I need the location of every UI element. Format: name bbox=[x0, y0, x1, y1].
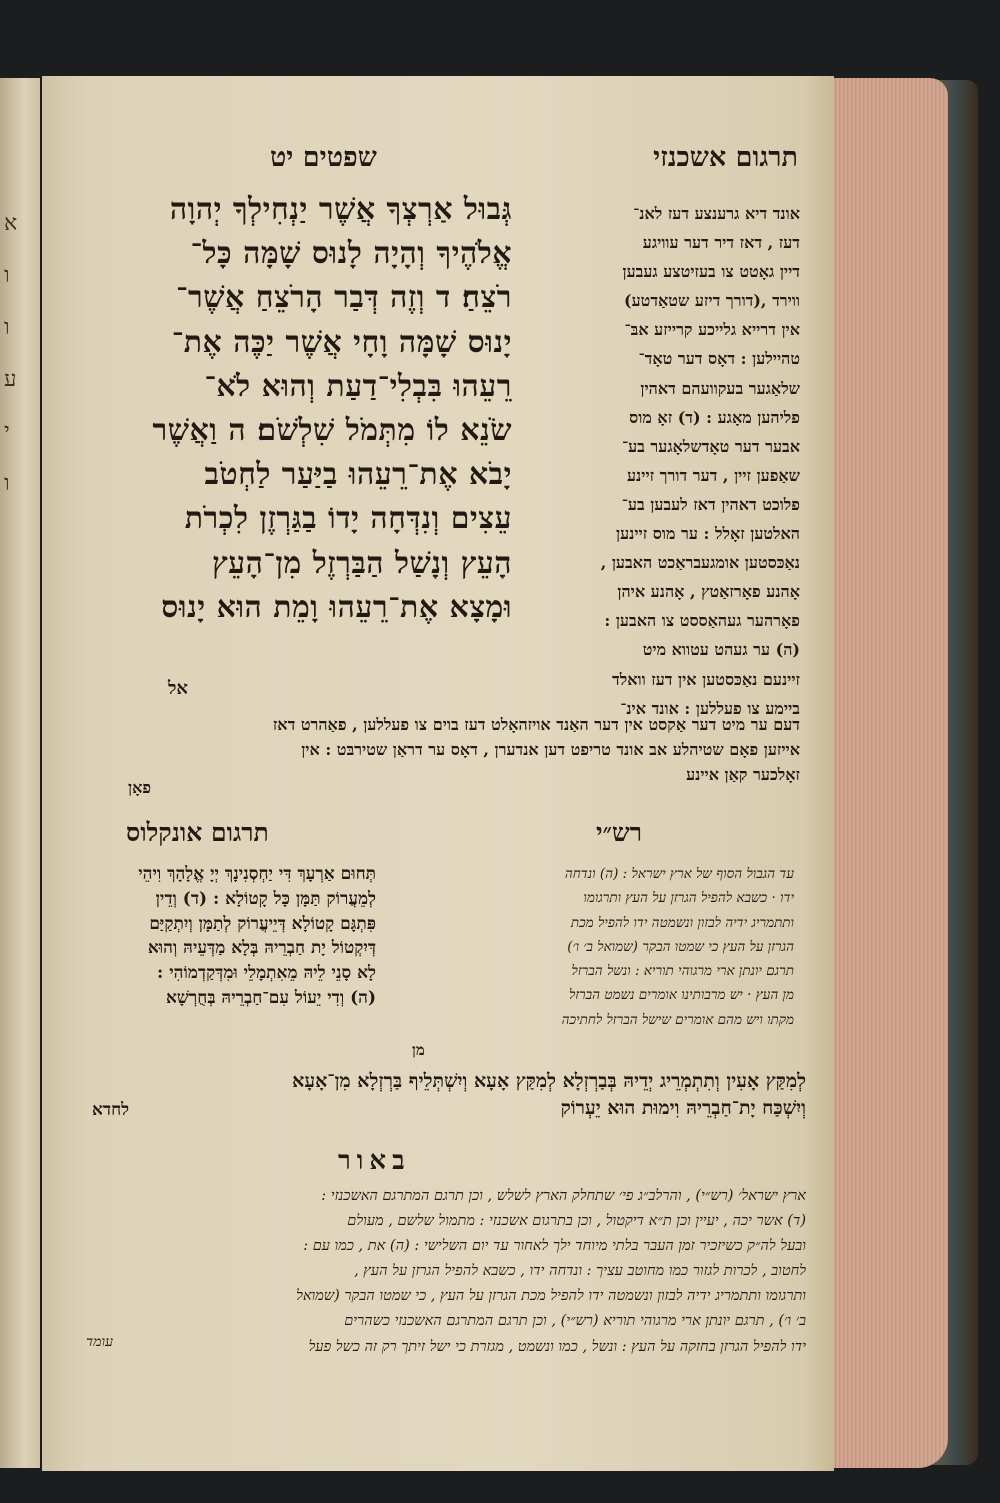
text-line: לְמִקַּץ אָעִין וְתִתְמְרֵיג יְדֵיהּ בְּבַרְזְלָא לְמִקַּץ אָעָא וְיִשְׁתְּלֵיף בַּרְזְלָא מִן־אָעָא bbox=[292, 1070, 806, 1092]
text-line: פִּתְגָּם קָטוֹלָא דְּיֵיעֲרוֹק לְתַמָּן וְיִתְקַיַּם bbox=[149, 913, 376, 934]
verse-line: יָבֹא אֶת־רֵעֵהוּ בַיַּעַר לַחְטֹב bbox=[204, 457, 512, 493]
text-line: דעז , דאז דיר דער עוויגע bbox=[642, 233, 800, 253]
catchword: אל bbox=[168, 678, 188, 699]
text-line: דיין גאָטט צו בעזיטצע געבען bbox=[622, 262, 800, 282]
yiddish-translation-column bbox=[484, 199, 800, 723]
text-line: לְמֵעֲרוֹק תַּמָּן כָּל קָטוֹלָא : (ד) וְדֵין bbox=[155, 888, 376, 909]
book-chapter-header: שפטים יט bbox=[270, 142, 377, 173]
verse-line: שֹׂנֵא לוֹ מִתְּמֹל שִׁלְשֹׁם׃ ה וַאֲשֶׁר bbox=[152, 413, 512, 449]
onkelos-heading: תרגום אונקלוס bbox=[126, 818, 269, 847]
text-line: לחטוב , לכרות לגזור כמו מחוטב עציך : ונדחה ידו , כשבא להפיל הגרזן על העץ , bbox=[354, 1263, 806, 1280]
yiddish-translation-continuation bbox=[90, 712, 800, 787]
text-line: דְּיִקְטוֹל יָת חַבְרֵיהּ בְּלָא מַדְּעֵיהּ וְהוּא bbox=[147, 938, 376, 959]
text-line: אונד דיא גרענצע דעז לאנ־ bbox=[633, 204, 800, 223]
rashi-commentary bbox=[424, 862, 794, 1032]
text-line: עד הגבול הסוף של ארץ ישראל : (ה) ונדחה bbox=[564, 866, 794, 882]
catchword: עומד bbox=[86, 1334, 114, 1350]
verse-line: יָנוּס שָׁמָּה וָחָי אֲשֶׁר יַכֶּה אֶת־ bbox=[171, 324, 512, 360]
text-line: ב׳ ו׳) , תרגם יונתן ארי מרגוהי תוריא (רש״י) , וכן תרגם המתרגם האשכנזי כשהרים bbox=[344, 1313, 806, 1330]
text-line: תרגם יונתן ארי מרגוהי תוריא : ונשל הברזל bbox=[571, 963, 794, 980]
text-line: פליהען מאָגע : (ד) זאָ מוס bbox=[629, 407, 800, 427]
text-line: פאָרהער געהאַססט צו האבען : bbox=[604, 611, 800, 631]
verse-line: אֱלֹהֶיךָ וְהָיָה לָנוּס שָׁמָּה כָּל־ bbox=[190, 236, 512, 272]
text-line: ביימע צו פעללען : אונד אינ־ bbox=[620, 698, 800, 718]
text-line: אין דרייא גלייכע קרייזע אבּ־ bbox=[624, 320, 800, 340]
book-page bbox=[42, 76, 834, 1471]
verse-line: רֵעֵהוּ בִּבְלִי־דַעַת וְהוּא לֹא־ bbox=[204, 368, 512, 404]
text-line: דעם ער מיט דער אַקסט אין דער האַנד אויזהאָלט דעז בוים צו פעללען , פאַהרט דאז bbox=[272, 715, 800, 734]
rashi-heading: רש״י bbox=[595, 818, 642, 847]
text-line: ותרגומו ותתמריג ידיה לבזון ונשמטה ידו להפיל מכת הגרזן על העץ , כי שמטו הבקר (שמואל bbox=[296, 1288, 806, 1305]
text-line: ובעל לה״ק כשיזכיר זמן העבר בלתי מיוחד ילך לאחור עד יום השלישי : (ה) את , כמו עם : bbox=[303, 1238, 806, 1255]
text-line: תְּחוּם אַרְעָךְ דִּי יַחְסְנִינָךְ יְיָ אֱלָהָךְ וִיהֵי bbox=[138, 864, 376, 884]
text-line: (ה) וְדִי יֵעוֹל עִם־חַבְרֵיהּ בְּחֻרְשָׁא bbox=[165, 987, 376, 1008]
onkelos-translation bbox=[60, 862, 376, 1011]
fragment: י bbox=[4, 419, 10, 444]
text-line: פלוכט דאהין דאז לעבען בע־ bbox=[621, 494, 800, 514]
text-line: אייזען פאָם שטיהלע אב אונד טריפט דען אנדערן , דאָס ער דראַן שטירבּט : אין bbox=[301, 740, 800, 759]
text-line: מן העץ · יש מרבותינו אומרים נשמט הברזל bbox=[568, 987, 794, 1004]
text-line: זאָלכער קאַן איינע bbox=[686, 765, 800, 784]
verse-line: גְּבוּל אַרְצְךָ אֲשֶׁר יַנְחִילְךָ יְהוָה bbox=[169, 192, 512, 227]
text-line: (ה) ער געהט עטווא מיט bbox=[642, 640, 800, 660]
text-line: לָא סָנֵי לֵיהּ מֵאִתְמָלֵי וּמִדְּקַדְמוֹהִי : bbox=[157, 963, 376, 984]
text-line: נאַכּסטען אומגעבראַכט האבען , bbox=[600, 553, 800, 573]
beur-heading: באור bbox=[338, 1146, 411, 1176]
catchword: לחדא bbox=[92, 1100, 130, 1120]
verse-line: וּמָצָא אֶת־רֵעֵהוּ וָמֵת הוּא יָנוּס bbox=[161, 589, 512, 625]
fragment: ו bbox=[4, 315, 10, 340]
text-line: (ד) אשר יכה , יעיין וכן ת״א דיקטול , וכן בתרגום אשכנזי : מתמול שלשם , מעולם bbox=[347, 1213, 806, 1230]
verse-line: עֵצִים וְנִדְּחָה יָדוֹ בַגַּרְזֶן לִכְרֹת bbox=[184, 501, 512, 537]
text-line: וְיִשְׁכַּח יָת־חַבְרֵיהּ וִימוּת הוּא יֵעְרוֹק bbox=[560, 1097, 806, 1119]
text-line: ידו להפיל הגרזן בחזקה על העץ : ונשל , כמו ונשמט , מגזרת כי ישל זיתך רק זה כשל פעל bbox=[308, 1338, 806, 1355]
running-title: תרגום אשכנזי bbox=[653, 142, 798, 173]
catchword: פאָן bbox=[128, 778, 152, 797]
fragment: ע bbox=[4, 367, 17, 392]
text-line: מקתו ויש מהם אומרים שישל הברזל לחתיכה bbox=[561, 1011, 794, 1028]
text-line: שלאַגער בעקוועהם דאהין bbox=[640, 378, 800, 398]
text-line: ווירד ,(דורך דיזע שטאַדטע) bbox=[624, 291, 800, 311]
fragment: ו bbox=[4, 263, 10, 288]
text-line: שאַפען זיין , דער דורך זיינע bbox=[626, 465, 800, 485]
facing-page-fragments bbox=[4, 198, 34, 510]
catchword: מן bbox=[412, 1041, 425, 1059]
hebrew-verse-column bbox=[112, 188, 512, 630]
verse-line: הָעֵץ וְנָשַׁל הַבַּרְזֶל מִן־הָעֵץ bbox=[211, 545, 512, 581]
fragment: ו bbox=[4, 471, 10, 496]
text-line: ידו · כשבא להפיל הגרזן על העץ ותרגומו bbox=[583, 890, 794, 907]
text-line: אבער דער טאָדשלאָגער בע־ bbox=[621, 436, 800, 456]
text-line: האלטען זאָלל : ער מוס זיינען bbox=[616, 524, 800, 544]
text-line: ארץ ישראל׳ (רש״י) , והרלב״ג פי׳ שתחלק הארץ לשלש , וכן תרגם המתרגם האשכנזי : bbox=[321, 1188, 806, 1204]
verse-line: רֹצֵחַ׃ ד וְזֶה דְּבַר הָרֹצֵחַ אֲשֶׁר־ bbox=[176, 280, 512, 316]
text-line: טהיילען : דאָס דער טאָד־ bbox=[638, 349, 800, 369]
text-line: ותתמריג ידיה לבזון ונשמטה ידו להפיל מכת bbox=[570, 914, 794, 931]
page-block-edge bbox=[828, 78, 948, 1468]
onkelos-continuation bbox=[106, 1068, 806, 1122]
fragment: א bbox=[4, 211, 18, 236]
beur-commentary bbox=[66, 1184, 806, 1360]
text-line: הגרזן על העץ כי שמטו הבקר (שמואל ב׳ ו׳) bbox=[567, 938, 794, 955]
facing-page-edge bbox=[0, 78, 40, 1468]
text-line: אָהנע פאָרזאַטץ , אָהנע איהן bbox=[617, 582, 800, 602]
text-line: זיינעם נאַכּסטען אין דעז וואלד bbox=[612, 669, 800, 689]
